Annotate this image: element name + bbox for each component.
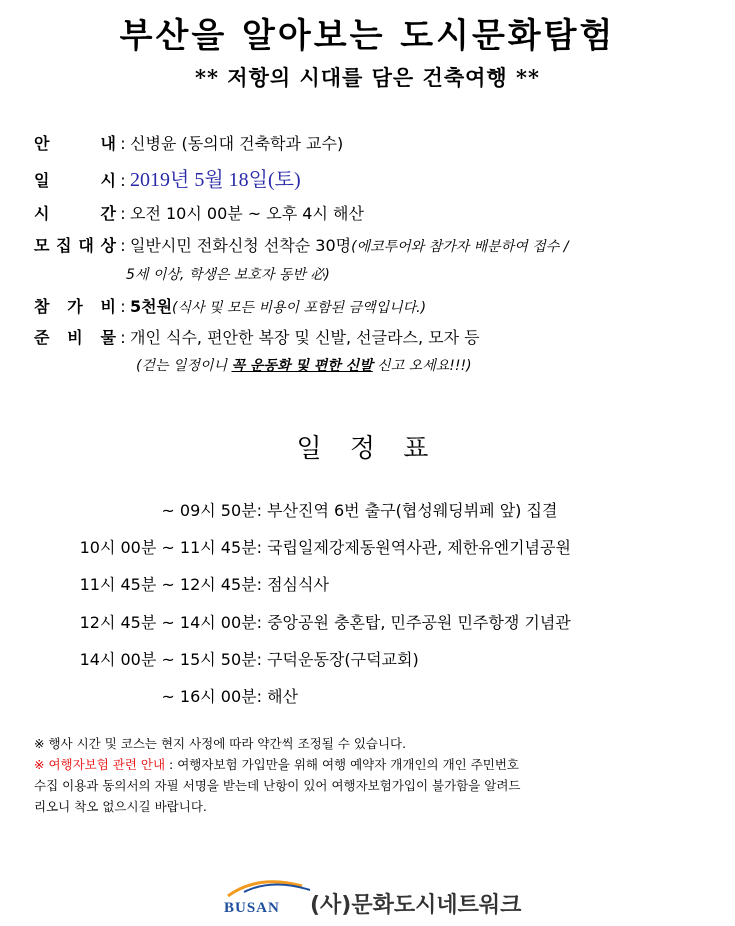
schedule-desc: 구덕운동장(구덕교회) [267, 650, 419, 669]
schedule-time: 14시 00분 ~ 15시 50분: [79, 650, 262, 669]
info-row-date: 일 시 : 2019년 5월 18일(토) [34, 163, 301, 192]
schedule-time: 10시 00분 ~ 11시 45분: [79, 538, 262, 557]
info-row-target: 모 집 대 상 : 일반시민 전화신청 선착순 30명 (에코투어와 참가자 배분하여 접수 / [34, 233, 568, 256]
info-note-fee: (식사 및 모든 비용이 포함된 금액입니다.) [172, 300, 427, 316]
schedule-time: ~ 09시 50분: [161, 501, 262, 520]
info-value-guide: 신병윤 (동의대 건축학과 교수) [130, 134, 344, 153]
schedule-desc: 국립일제강제동원역사관, 제한유엔기념공원 [267, 538, 571, 557]
info-value-time: 오전 10시 00분 ~ 오후 4시 해산 [130, 204, 364, 223]
busan-logo [222, 872, 318, 918]
schedule-row [34, 498, 557, 521]
info-row-items: 준 비 물 : 개인 식수, 편안한 복장 및 신발, 선글라스, 모자 등 [34, 325, 480, 348]
schedule-title: 일 정 표 [296, 434, 439, 464]
info-cont-items: (걷는 일정이니 꼭 운동화 및 편한 신발 신고 오세요!!!) [136, 358, 472, 374]
info-label: 참 가 비 [34, 297, 116, 316]
info-row-fee: 참 가 비 : 5천원 (식사 및 모든 비용이 포함된 금액입니다.) [34, 294, 426, 317]
info-value-fee: 5천원 [130, 297, 173, 316]
page-subtitle: ** 저항의 시대를 담은 건축여행 ** [195, 65, 540, 90]
info-label: 모 집 대 상 [34, 236, 116, 255]
schedule-row [34, 535, 571, 558]
info-value-date: 2019년 5월 18일(토) [130, 169, 301, 191]
page-title: 부산을 알아보는 도시문화탐험 [119, 16, 616, 56]
info-label: 일 시 [34, 171, 116, 190]
logo-text: BUSAN [224, 900, 280, 916]
schedule-time: 12시 45분 ~ 14시 00분: [79, 613, 262, 632]
note-insurance: ※ 여행자보험 관련 안내 : 여행자보험 가입만을 위해 여행 예약자 개개인의 개인 주민번호 [34, 757, 520, 772]
info-label: 안 내 [34, 134, 116, 153]
note-schedule-change: ※ 행사 시간 및 코스는 현지 사정에 따라 약간씩 조정될 수 있습니다. [34, 736, 407, 751]
schedule-desc: 중앙공원 충혼탑, 민주공원 민주항쟁 기념관 [267, 613, 571, 632]
schedule-row [34, 572, 329, 595]
emphasis-shoes: 꼭 운동화 및 편한 신발 [231, 358, 373, 374]
schedule-desc: 점심식사 [267, 575, 329, 594]
note-insurance-cont: 수집 이용과 동의서의 자필 서명을 받는데 난항이 있어 여행자보험가입이 불가함을 알려드 [34, 778, 521, 793]
info-label: 준 비 물 [34, 328, 116, 347]
logo-swoosh [228, 882, 302, 896]
schedule-row [34, 610, 571, 633]
note-insurance-end: 리오니 착오 없으시길 바랍니다. [34, 799, 207, 814]
info-row-time: 시 간 : 오전 10시 00분 ~ 오후 4시 해산 [34, 201, 364, 224]
organization-name: (사)문화도시네트워크 [310, 893, 522, 918]
info-value-items: 개인 식수, 편안한 복장 및 신발, 선글라스, 모자 등 [130, 328, 480, 347]
schedule-desc: 해산 [267, 687, 299, 706]
info-row-guide: 안 내 : 신병윤 (동의대 건축학과 교수) [34, 131, 343, 154]
schedule-row [34, 647, 419, 670]
schedule-time: ~ 16시 00분: [161, 687, 262, 706]
note-insurance-label: ※ 여행자보험 관련 안내 [34, 757, 166, 772]
schedule-time: 11시 45분 ~ 12시 45분: [79, 575, 262, 594]
schedule-desc: 부산진역 6번 출구(협성웨딩뷔페 앞) 집결 [267, 501, 558, 520]
info-note-target: (에코투어와 참가자 배분하여 접수 / [351, 239, 569, 255]
schedule-row [34, 684, 298, 707]
info-cont-target: 5세 이상, 학생은 보호자 동반 必) [126, 267, 330, 283]
info-label: 시 간 [34, 204, 116, 223]
info-value-target: 일반시민 전화신청 선착순 30명 [130, 236, 352, 255]
